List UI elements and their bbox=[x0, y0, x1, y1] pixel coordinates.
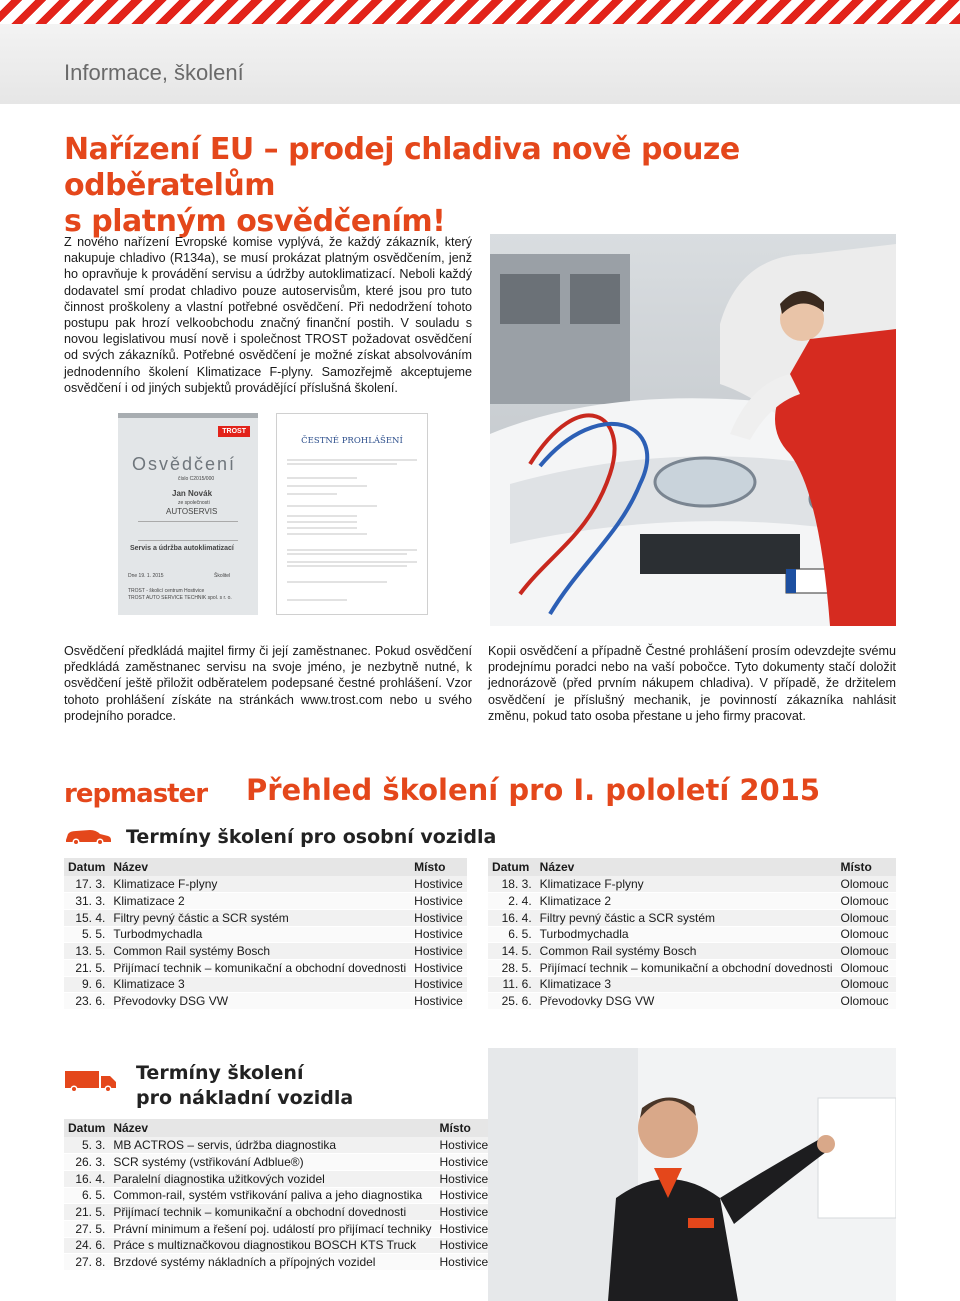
cell-name: Common-rail, systém vstřikování paliva a jeho diagnostika bbox=[109, 1187, 435, 1204]
cell-place: Olomouc bbox=[836, 876, 896, 893]
table-row bbox=[64, 1237, 492, 1254]
table-row bbox=[488, 976, 896, 993]
certificate-company: AUTOSERVIS bbox=[166, 507, 218, 516]
cell-place: Olomouc bbox=[836, 959, 896, 976]
cell-date: 31. 3. bbox=[64, 893, 109, 910]
cell-date: 25. 6. bbox=[488, 993, 536, 1010]
certificate-date: Dne 19. 1. 2015 bbox=[128, 573, 164, 579]
cell-place: Hostivice bbox=[435, 1254, 492, 1271]
table-row bbox=[64, 1204, 492, 1221]
certificate-trainer: Školitel bbox=[214, 573, 231, 579]
col-header-place: Místo bbox=[435, 1119, 492, 1137]
cell-date: 5. 3. bbox=[64, 1137, 109, 1154]
cell-name: Klimatizace 3 bbox=[536, 976, 837, 993]
cars-schedule-hostivice bbox=[64, 858, 467, 1010]
cell-name: Přijímací technik – komunikační a obchodní dovednosti bbox=[536, 959, 837, 976]
cell-place: Hostivice bbox=[435, 1204, 492, 1221]
cell-name: Filtry pevný částic a SCR systém bbox=[536, 909, 837, 926]
trucks-heading bbox=[136, 1061, 353, 1111]
table-row bbox=[64, 943, 467, 960]
cell-name: SCR systémy (vstřikování Adblue®) bbox=[109, 1154, 435, 1171]
table-row bbox=[488, 876, 896, 893]
cell-date: 14. 5. bbox=[488, 943, 536, 960]
table-row bbox=[64, 1154, 492, 1171]
certificate-footer-2: TROST AUTO SERVICE TECHNIK spol. s r. o. bbox=[128, 595, 232, 601]
cell-name: Brzdové systémy nákladních a přípojných vozidel bbox=[109, 1254, 435, 1271]
cell-place: Olomouc bbox=[836, 893, 896, 910]
cell-date: 5. 5. bbox=[64, 926, 109, 943]
col-header-date: Datum bbox=[64, 1119, 109, 1137]
cell-date: 6. 5. bbox=[488, 926, 536, 943]
table-row bbox=[64, 976, 467, 993]
cell-date: 9. 6. bbox=[64, 976, 109, 993]
cell-date: 24. 6. bbox=[64, 1237, 109, 1254]
declaration-sample bbox=[276, 413, 428, 615]
mechanic-illustration bbox=[490, 234, 896, 626]
cell-name: Klimatizace 2 bbox=[109, 893, 410, 910]
cell-name: Turbodmychadla bbox=[109, 926, 410, 943]
cell-place: Hostivice bbox=[410, 876, 467, 893]
cell-date: 16. 4. bbox=[64, 1170, 109, 1187]
cell-place: Hostivice bbox=[410, 943, 467, 960]
cars-schedule-olomouc bbox=[488, 858, 896, 1010]
top-hazard-stripe bbox=[0, 0, 960, 24]
cell-place: Hostivice bbox=[410, 959, 467, 976]
cars-heading: Termíny školení pro osobní vozidla bbox=[126, 826, 497, 848]
table-row bbox=[64, 993, 467, 1010]
certificate-fine-print bbox=[138, 521, 238, 541]
col-header-name: Název bbox=[109, 1119, 435, 1137]
cell-place: Hostivice bbox=[435, 1187, 492, 1204]
trainer-illustration bbox=[488, 1048, 896, 1301]
cell-place: Hostivice bbox=[410, 976, 467, 993]
cell-name: Common Rail systémy Bosch bbox=[536, 943, 837, 960]
cell-name: Paralelní diagnostika užitkových vozidel bbox=[109, 1170, 435, 1187]
cell-place: Hostivice bbox=[410, 909, 467, 926]
table-row bbox=[64, 1137, 492, 1154]
cell-place: Hostivice bbox=[435, 1137, 492, 1154]
cell-name: Turbodmychadla bbox=[536, 926, 837, 943]
table-row bbox=[488, 926, 896, 943]
table-header-row bbox=[488, 858, 896, 876]
col-header-name: Název bbox=[109, 858, 410, 876]
certificate-course: Servis a údržba autoklimatizací bbox=[130, 545, 234, 552]
table-row bbox=[488, 909, 896, 926]
table-row bbox=[64, 1220, 492, 1237]
col-header-date: Datum bbox=[64, 858, 109, 876]
repmaster-logo: repmaster bbox=[64, 779, 208, 809]
cell-place: Hostivice bbox=[435, 1170, 492, 1187]
table-row bbox=[64, 1170, 492, 1187]
cell-place: Hostivice bbox=[410, 993, 467, 1010]
col-header-name: Název bbox=[536, 858, 837, 876]
cell-date: 2. 4. bbox=[488, 893, 536, 910]
cell-name: Právní minimum a řešení poj. událostí pro přijímací techniky bbox=[109, 1220, 435, 1237]
car-icon bbox=[64, 826, 112, 846]
table-row bbox=[488, 893, 896, 910]
certificate-sample bbox=[118, 413, 258, 615]
cell-date: 11. 6. bbox=[488, 976, 536, 993]
cell-place: Hostivice bbox=[410, 893, 467, 910]
certificate-number: číslo C2015/000 bbox=[178, 476, 215, 482]
cell-name: Práce s multiznačkovou diagnostikou BOSCH KTS Truck bbox=[109, 1237, 435, 1254]
trost-logo: TROST bbox=[218, 426, 250, 437]
cell-date: 17. 3. bbox=[64, 876, 109, 893]
cell-name: MB ACTROS – servis, údržba diagnostika bbox=[109, 1137, 435, 1154]
mechanic-photo bbox=[490, 234, 896, 626]
headline-line-2: s platným osvědčením! bbox=[64, 204, 446, 239]
table-row bbox=[64, 959, 467, 976]
intro-paragraph: Z nového nařízení Evropské komise vyplývá, že každý zákazník, který nakupuje chladivo (R134a), se musí prokázat platným osvědčením, jenž ho opravňuje k provádění servisu a údržby autoklimatizací. Neboli každý dodavatel smí prodat chladivo pouze autoservisům, které jsou pro tuto činnost proškoleny a vlastní potřebné osvědčení. Při nedodržení tohoto postupu pak hrozí velkoobchodu značný finanční postih. V souladu s novou legislativou musí nově i společnost TROST požadovat osvědčení od svých zákazníků. Potřebné osvědčení je možné získat absolvováním jednodenního školení Klimatizace F-plyny. Samozřejmě akceptujeme osvědčení i od jiných subjektů provádějící příslušná školení. bbox=[64, 235, 472, 395]
certificate-footer-1: TROST - školicí centrum Hostivice bbox=[128, 588, 205, 594]
cell-place: Olomouc bbox=[836, 993, 896, 1010]
certificate-company-label: ze společnosti bbox=[178, 500, 210, 506]
declaration-title: ČESTNÉ PROHLÁŠENÍ bbox=[301, 436, 403, 446]
trucks-heading-line-2: pro nákladní vozidla bbox=[136, 1087, 354, 1109]
cell-name: Common Rail systémy Bosch bbox=[109, 943, 410, 960]
article-headline bbox=[64, 132, 864, 240]
cell-name: Převodovky DSG VW bbox=[536, 993, 837, 1010]
certificate-holder-name: Jan Novák bbox=[172, 489, 213, 498]
section-label: Informace, školení bbox=[64, 60, 244, 85]
table-row bbox=[488, 959, 896, 976]
declaration-lines bbox=[277, 454, 427, 614]
cell-date: 27. 8. bbox=[64, 1254, 109, 1271]
cell-place: Olomouc bbox=[836, 909, 896, 926]
certificate-title: Osvědčení bbox=[132, 454, 237, 474]
truck-icon bbox=[64, 1068, 118, 1094]
paragraph-left: Osvědčení předkládá majitel firmy či její zaměstnanec. Pokud osvědčení předkládá zaměstnanec servisu na svoje jméno, je nezbytně nutné, k osvědčení ještě přiložit odběratelem podepsané čestné prohlášení. Vzor tohoto prohlášení získáte na stránkách www.trost.com nebo u svého prodejního poradce. bbox=[64, 644, 472, 723]
cell-place: Olomouc bbox=[836, 976, 896, 993]
table-row bbox=[64, 1254, 492, 1271]
table-row bbox=[488, 993, 896, 1010]
cell-name: Filtry pevný částic a SCR systém bbox=[109, 909, 410, 926]
cell-date: 28. 5. bbox=[488, 959, 536, 976]
cell-name: Klimatizace 3 bbox=[109, 976, 410, 993]
cell-name: Převodovky DSG VW bbox=[109, 993, 410, 1010]
cell-name: Přijímací technik – komunikační a obchodní dovednosti bbox=[109, 959, 410, 976]
cell-date: 6. 5. bbox=[64, 1187, 109, 1204]
trucks-schedule bbox=[64, 1119, 492, 1271]
table-row bbox=[64, 926, 467, 943]
cell-date: 16. 4. bbox=[488, 909, 536, 926]
table-row bbox=[488, 943, 896, 960]
cell-name: Klimatizace 2 bbox=[536, 893, 837, 910]
headline-line-1: Nařízení EU – prodej chladiva nově pouze odběratelům bbox=[64, 132, 740, 203]
col-header-place: Místo bbox=[410, 858, 467, 876]
table-row bbox=[64, 909, 467, 926]
cell-date: 15. 4. bbox=[64, 909, 109, 926]
cell-name: Přijímací technik – komunikační a obchodní dovednosti bbox=[109, 1204, 435, 1221]
cell-date: 26. 3. bbox=[64, 1154, 109, 1171]
cell-place: Hostivice bbox=[410, 926, 467, 943]
cell-date: 21. 5. bbox=[64, 959, 109, 976]
cell-place: Olomouc bbox=[836, 943, 896, 960]
overview-title: Přehled školení pro I. pololetí 2015 bbox=[246, 773, 821, 807]
cell-date: 27. 5. bbox=[64, 1220, 109, 1237]
trucks-heading-line-1: Termíny školení bbox=[136, 1062, 304, 1084]
cell-place: Hostivice bbox=[435, 1154, 492, 1171]
cell-date: 23. 6. bbox=[64, 993, 109, 1010]
table-row bbox=[64, 893, 467, 910]
table-header-row bbox=[64, 858, 467, 876]
cell-place: Olomouc bbox=[836, 926, 896, 943]
table-row bbox=[64, 1187, 492, 1204]
col-header-place: Místo bbox=[836, 858, 896, 876]
col-header-date: Datum bbox=[488, 858, 536, 876]
cell-date: 21. 5. bbox=[64, 1204, 109, 1221]
cell-date: 18. 3. bbox=[488, 876, 536, 893]
table-header-row bbox=[64, 1119, 492, 1137]
cell-name: Klimatizace F-plyny bbox=[109, 876, 410, 893]
paragraph-right: Kopii osvědčení a případně Čestné prohlášení prosím odevzdejte svému prodejnímu poradci nebo na vaší pobočce. Tyto dokumenty stačí doložit jednorázově (před prvním nákupem chladiva). V případě, že držitelem osvědčení je příslušný mechanik, je povinností zákazníka nahlásit změnu, pokud tato osoba přestane u jeho firmy pracovat. bbox=[488, 644, 896, 723]
cell-place: Hostivice bbox=[435, 1237, 492, 1254]
cell-date: 13. 5. bbox=[64, 943, 109, 960]
table-row bbox=[64, 876, 467, 893]
cell-name: Klimatizace F-plyny bbox=[536, 876, 837, 893]
trainer-photo bbox=[488, 1048, 896, 1301]
cell-place: Hostivice bbox=[435, 1220, 492, 1237]
